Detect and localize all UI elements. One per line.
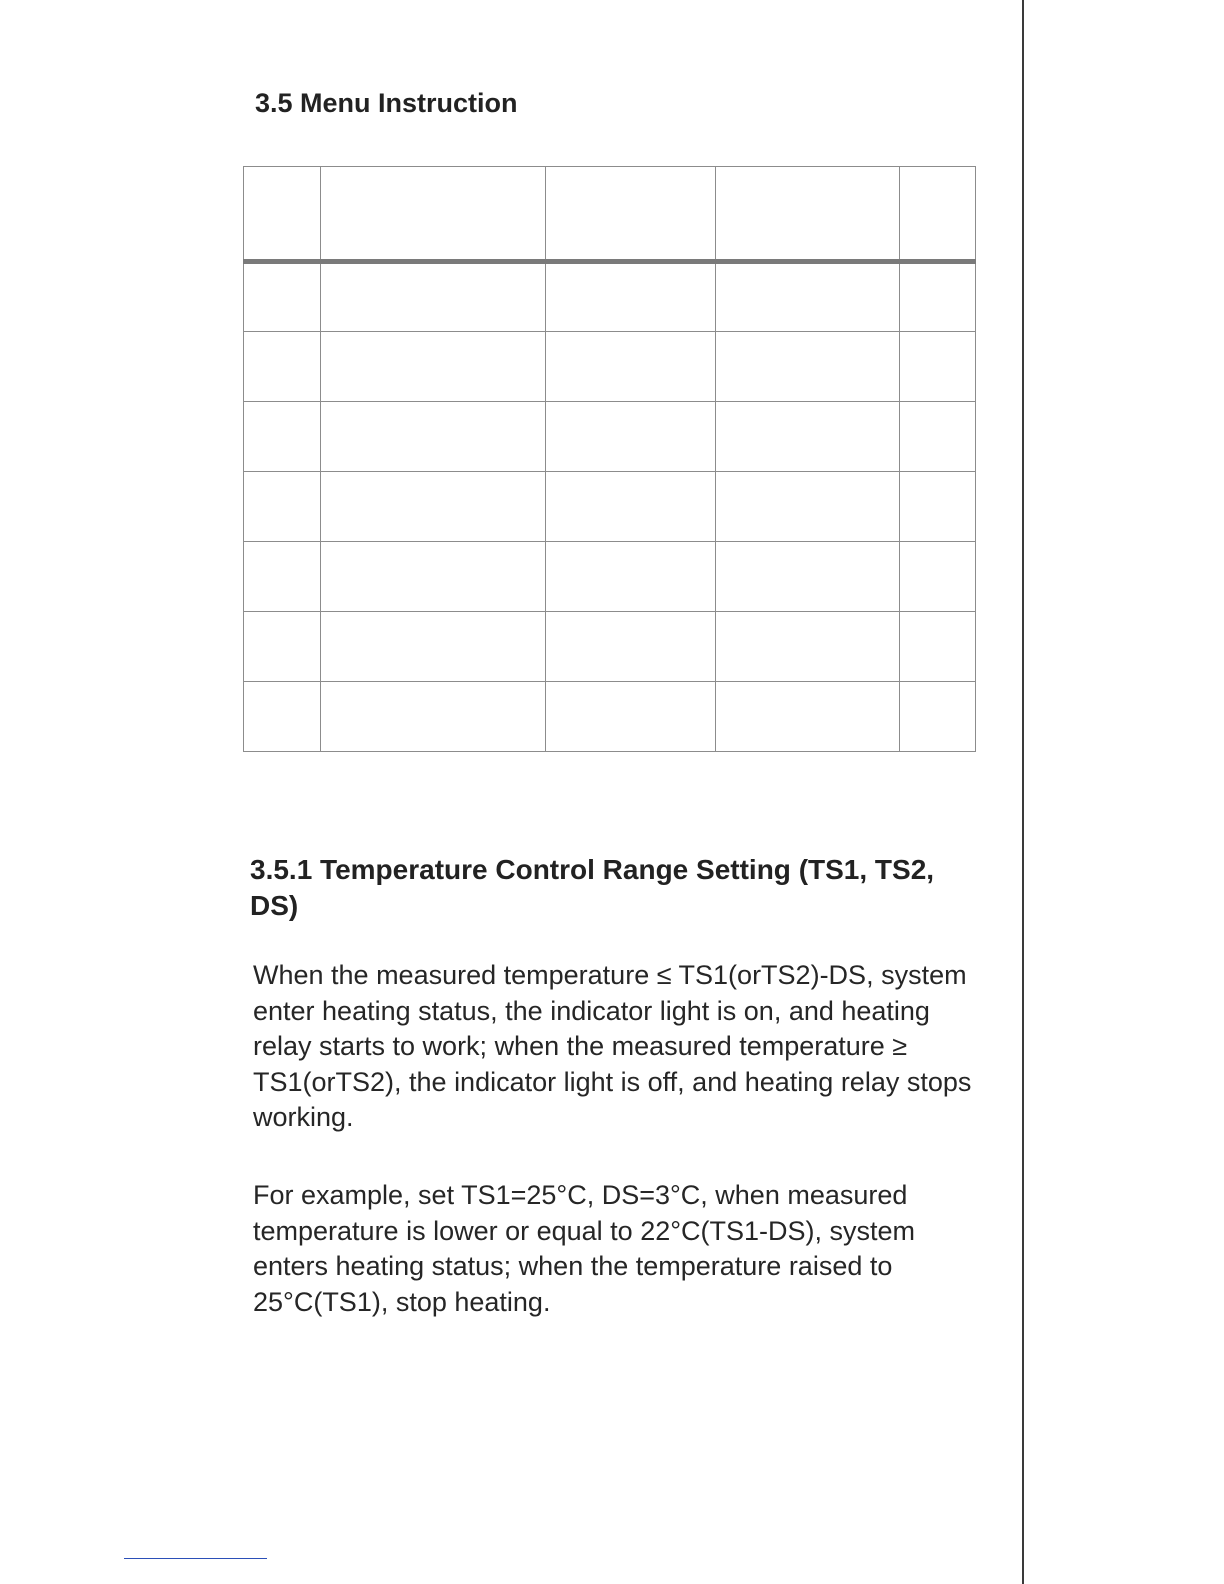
table-cell bbox=[545, 332, 715, 402]
table-row bbox=[244, 612, 976, 682]
section-title: 3.5 Menu Instruction bbox=[255, 88, 518, 118]
table-cell bbox=[545, 682, 715, 752]
table-cell bbox=[716, 332, 900, 402]
table-cell bbox=[321, 612, 546, 682]
subsection-title: 3.5.1 Temperature Control Range Setting (TS1, TS2, DS) bbox=[250, 854, 935, 921]
table-cell bbox=[545, 612, 715, 682]
table-cell bbox=[716, 262, 900, 332]
table-row bbox=[244, 332, 976, 402]
table-header-cell bbox=[716, 167, 900, 262]
table-cell bbox=[545, 542, 715, 612]
table-cell bbox=[321, 682, 546, 752]
table-header-row bbox=[244, 167, 976, 262]
table-cell bbox=[716, 472, 900, 542]
table-cell bbox=[321, 542, 546, 612]
table-header-cell bbox=[244, 167, 321, 262]
table-cell bbox=[244, 332, 321, 402]
table-cell bbox=[545, 262, 715, 332]
table-cell bbox=[244, 262, 321, 332]
table-cell bbox=[545, 402, 715, 472]
table-cell bbox=[899, 262, 975, 332]
table-cell bbox=[321, 402, 546, 472]
heating-condition-paragraph: When the measured temperature ≤ TS1(orTS2)-DS, system enter heating status, the indicator light is on, and heating relay starts to work; when the measured temperature ≥ TS1(orTS2), the indicator light is off, and heating relay stops working. bbox=[253, 960, 972, 1132]
table-cell bbox=[244, 542, 321, 612]
table-cell bbox=[244, 612, 321, 682]
table-cell bbox=[545, 472, 715, 542]
table-row bbox=[244, 542, 976, 612]
table-cell bbox=[899, 612, 975, 682]
page-margin-rule bbox=[1022, 0, 1024, 1584]
table-cell bbox=[321, 472, 546, 542]
table-cell bbox=[899, 332, 975, 402]
table-cell bbox=[899, 682, 975, 752]
menu-table bbox=[243, 166, 976, 752]
table-row bbox=[244, 262, 976, 332]
table-row bbox=[244, 472, 976, 542]
table-cell bbox=[716, 682, 900, 752]
table-header-cell bbox=[899, 167, 975, 262]
footer-rule bbox=[124, 1558, 267, 1559]
table-header-cell bbox=[321, 167, 546, 262]
table-cell bbox=[899, 402, 975, 472]
table-cell bbox=[716, 612, 900, 682]
table-cell bbox=[321, 262, 546, 332]
table-cell bbox=[244, 472, 321, 542]
example-paragraph: For example, set TS1=25°C, DS=3°C, when measured temperature is lower or equal to 22°C(TS1-DS), system enters heating status; when the temperature raised to 25°C(TS1), stop heating. bbox=[253, 1180, 916, 1317]
table-cell bbox=[899, 472, 975, 542]
table-cell bbox=[244, 682, 321, 752]
table-row bbox=[244, 682, 976, 752]
table-cell bbox=[244, 402, 321, 472]
table-cell bbox=[899, 542, 975, 612]
table-header-cell bbox=[545, 167, 715, 262]
table-cell bbox=[716, 402, 900, 472]
table-cell bbox=[716, 542, 900, 612]
table-row bbox=[244, 402, 976, 472]
table-cell bbox=[321, 332, 546, 402]
